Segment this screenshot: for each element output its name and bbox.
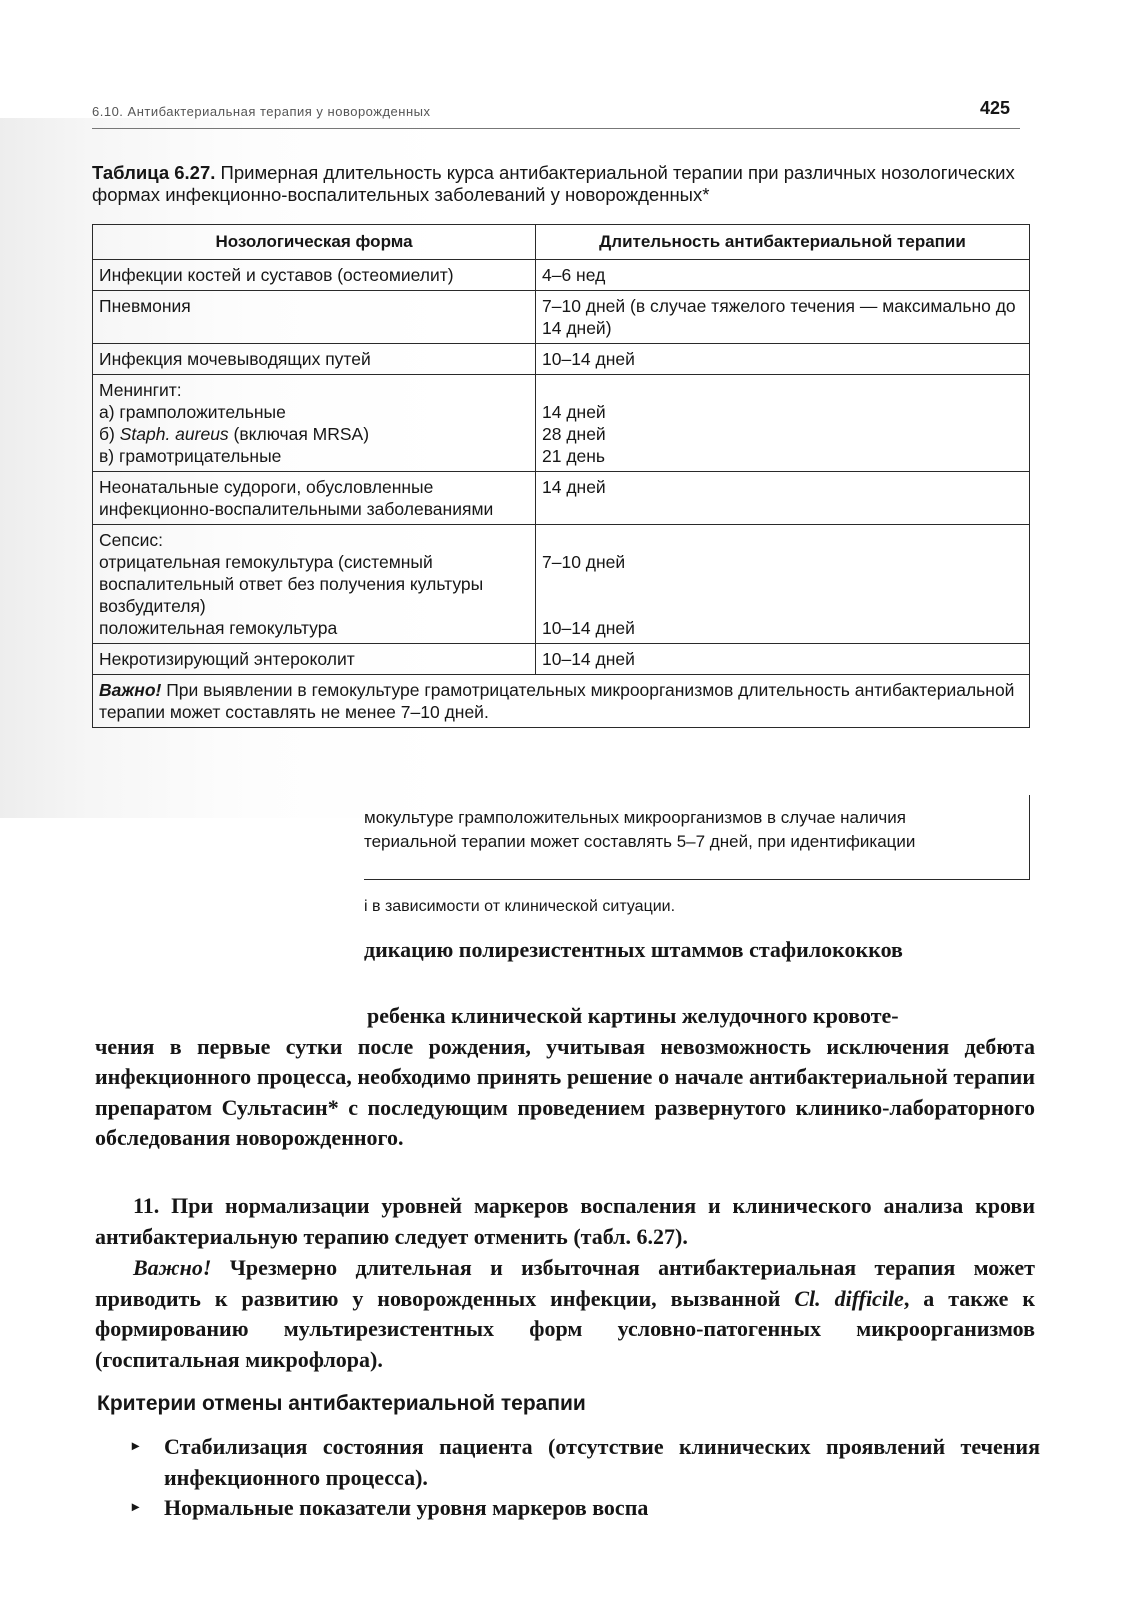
body-paragraph-first-line: ребенка клинической картины желудочного кровоте-	[367, 1003, 899, 1028]
organism-name: Cl. difficile	[794, 1285, 904, 1311]
cell-duration	[536, 375, 1030, 472]
sepsis-dur-negative: 7–10 дней	[542, 552, 626, 572]
cell-form: Некротизирующий энтероколит	[93, 644, 536, 675]
cell-form: Инфекция мочевыводящих путей	[93, 344, 536, 375]
sepsis-negative: отрицательная гемокультура (системный воспалительный ответ без получения культуры возбудителя)	[99, 552, 484, 616]
table-row-sepsis	[93, 525, 1030, 644]
section-title: Критерии отмены антибактериальной терапии	[97, 1392, 586, 1415]
meningitis-c: в) грамотрицательные	[99, 446, 282, 466]
meningitis-dur-b: 28 дней	[542, 424, 606, 444]
table-header-row	[93, 225, 1030, 260]
footnote-fragment-1: мокультуре грамположительных микроорганизмов в случае наличия	[364, 808, 906, 827]
meningitis-b-suffix: (включая MRSA)	[228, 424, 370, 444]
header-rule	[92, 128, 1020, 129]
meningitis-b	[99, 423, 527, 445]
body-paragraph-11: 11. При нормализации уровней маркеров воспаления и клинического анализа крови антибактериальную терапию следует отменить (табл. 6.27).	[95, 1193, 1035, 1249]
cell-duration	[536, 525, 1030, 644]
bullet-icon: ▸	[132, 1439, 140, 1454]
cell-form	[93, 525, 536, 644]
table-row-meningitis	[93, 375, 1030, 472]
table-note	[93, 675, 1030, 728]
table-caption	[92, 162, 1022, 206]
list-item	[132, 1493, 1040, 1524]
table-note-label: Важно!	[99, 680, 162, 700]
cell-form	[93, 375, 536, 472]
table-note-text: При выявлении в гемокультуре грамотрицательных микроорганизмов длительность антибактериальной терапии может составлять не менее 7–10 дней.	[99, 680, 1015, 722]
cell-duration: 14 дней	[536, 472, 1030, 525]
cell-duration: 4–6 нед	[536, 260, 1030, 291]
important-text-b: , а также к формированию мультирезистентных форм условно-патогенных микроорганизмов (госпитальная микрофлора).	[95, 1285, 1035, 1372]
bullet-icon: ▸	[132, 1500, 140, 1515]
footnote-fragment-2: териальной терапии может составлять 5–7 дней, при идентификации	[364, 832, 916, 851]
body-paragraph	[95, 1001, 1035, 1154]
meningitis-title: Менингит:	[99, 380, 182, 400]
meningitis-b-organism: Staph. aureus	[119, 424, 229, 444]
table-caption-text: Примерная длительность курса антибактериальной терапии при различных нозологических формах инфекционно-воспалительных заболеваний у новорожденных*	[92, 162, 1015, 205]
cell-form: Неонатальные судороги, обусловленные инфекционно-воспалительными заболеваниями	[93, 472, 536, 525]
cell-duration: 10–14 дней	[536, 344, 1030, 375]
list-item-text: Нормальные показатели уровня маркеров воспа	[164, 1495, 649, 1520]
important-text-a: Чрезмерно длительная и избыточная антибактериальная терапия может приводить к развитию у новорожденных инфекции, вызванной	[95, 1255, 1035, 1311]
table-row	[93, 291, 1030, 344]
table-row	[93, 644, 1030, 675]
meningitis-b-prefix: б)	[99, 424, 120, 444]
cell-duration: 10–14 дней	[536, 644, 1030, 675]
meningitis-a: а) грамположительные	[99, 402, 286, 422]
important-label: Важно!	[133, 1255, 212, 1280]
page-number: 425	[980, 98, 1011, 118]
table-row	[93, 472, 1030, 525]
meningitis-dur-a: 14 дней	[542, 402, 606, 422]
table-row	[93, 344, 1030, 375]
cell-form: Инфекции костей и суставов (остеомиелит)	[93, 260, 536, 291]
sepsis-title: Сепсис:	[99, 530, 163, 550]
footnote-fragment-3: і в зависимости от клинической ситуации.	[364, 898, 676, 915]
antibiotic-duration-table	[92, 224, 1030, 728]
body-fragment: дикацию полирезистентных штаммов стафилококков	[364, 937, 903, 962]
list-item-text: Стабилизация состояния пациента (отсутствие клинических проявлений течения инфекционного процесса).	[164, 1434, 1040, 1490]
list-item	[132, 1432, 1040, 1493]
cell-form: Пневмония	[93, 291, 536, 344]
table-note-row	[93, 675, 1030, 728]
header-form: Нозологическая форма	[93, 225, 536, 260]
body-paragraph-rest: чения в первые сутки после рождения, учитывая невозможность исключения дебюта инфекционного процесса, необходимо принять решение о начале антибактериальной терапии препаратом Сультасин* с последующим проведением развернутого клинико-лабораторного обследования новорожденного.	[95, 1033, 1035, 1150]
body-paragraph-important	[95, 1253, 1035, 1375]
sepsis-dur-positive: 10–14 дней	[542, 618, 635, 638]
criteria-list	[132, 1432, 1040, 1524]
meningitis-dur-c: 21 день	[542, 446, 606, 466]
table-row	[93, 260, 1030, 291]
running-head: 6.10. Антибактериальная терапия у новорожденных	[92, 104, 431, 119]
header-duration: Длительность антибактериальной терапии	[536, 225, 1030, 260]
table-caption-label: Таблица 6.27.	[92, 162, 216, 183]
sepsis-positive: положительная гемокультура	[99, 618, 338, 638]
cell-duration: 7–10 дней (в случае тяжелого течения — максимально до 14 дней)	[536, 291, 1030, 344]
